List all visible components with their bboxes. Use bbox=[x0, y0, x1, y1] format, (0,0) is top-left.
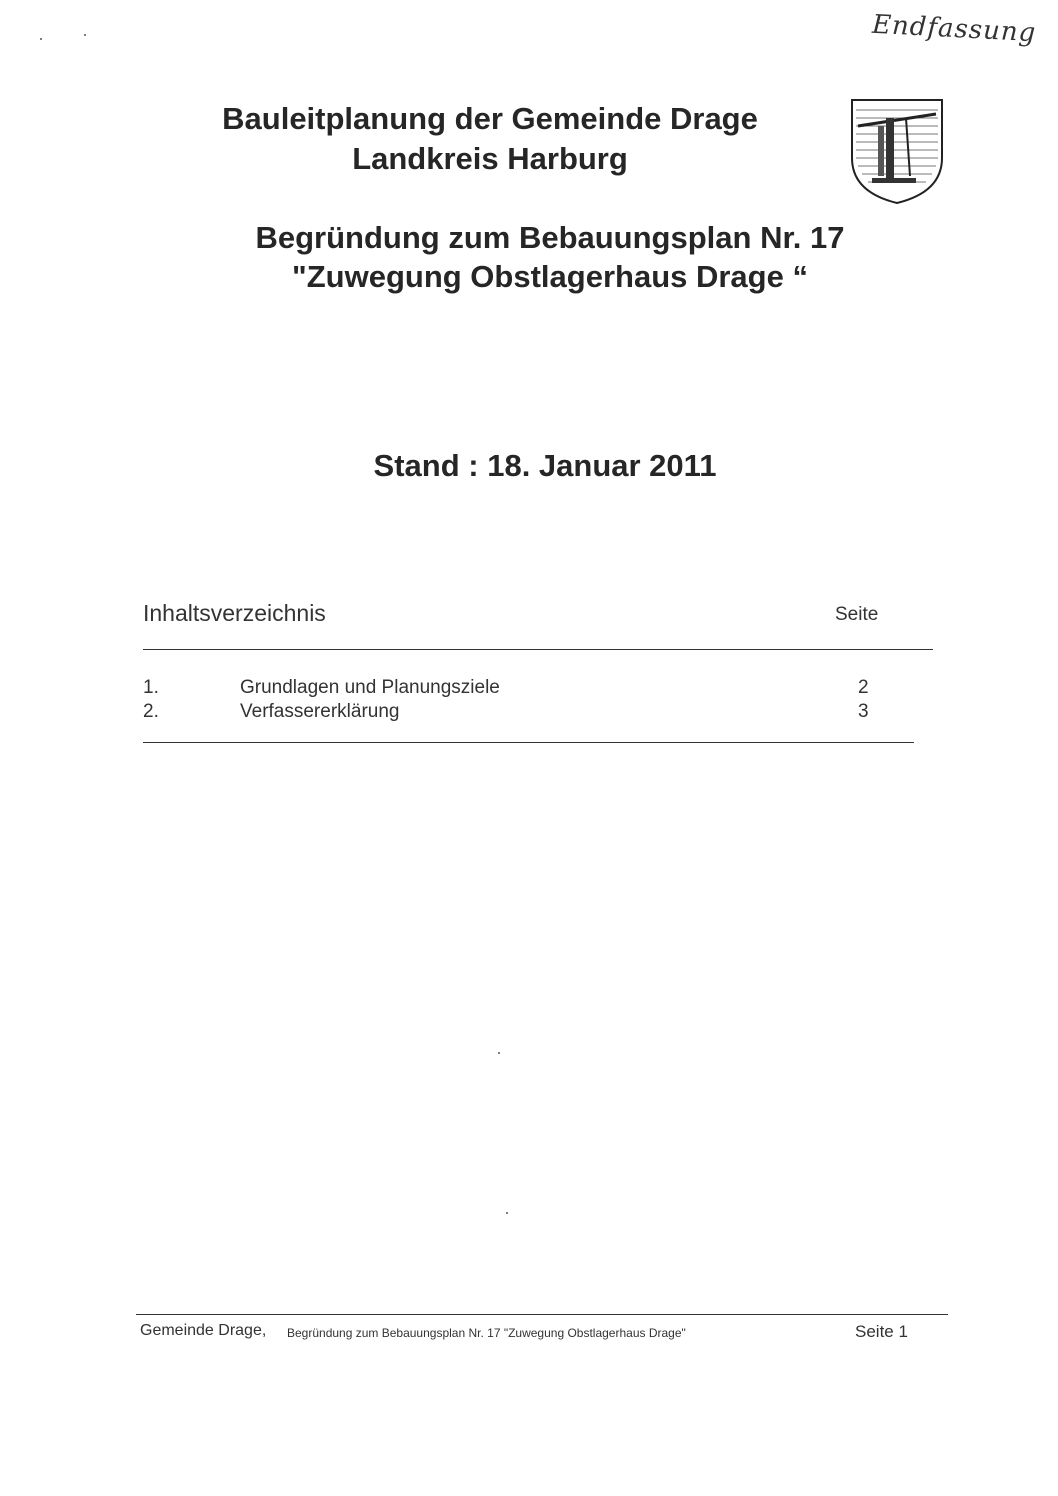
toc-page-header: Seite bbox=[835, 604, 879, 625]
toc-entry-label: Verfassererklärung bbox=[240, 701, 400, 722]
title-line-2: Landkreis Harburg bbox=[352, 141, 628, 176]
title-line-1: Bauleitplanung der Gemeinde Drage bbox=[222, 101, 758, 136]
coat-of-arms-icon bbox=[848, 96, 946, 206]
subject-line-2: "Zuwegung Obstlagerhaus Drage “ bbox=[292, 259, 808, 294]
footer-municipality: Gemeinde Drage, bbox=[140, 1322, 267, 1339]
toc-rule-bottom bbox=[143, 742, 914, 743]
scan-speck bbox=[498, 1052, 500, 1054]
toc-entry-page: 3 bbox=[858, 701, 869, 722]
toc-entry-label: Grundlagen und Planungsziele bbox=[240, 677, 500, 698]
scan-speck bbox=[506, 1212, 508, 1214]
toc-entry-page: 2 bbox=[858, 677, 869, 698]
footer-rule bbox=[136, 1314, 948, 1315]
handwritten-annotation: Endfassung bbox=[871, 9, 1037, 49]
stand-date: Stand : 18. Januar 2011 bbox=[373, 448, 717, 483]
footer-document-title: Begründung zum Bebauungsplan Nr. 17 "Zuwegung Obstlagerhaus Drage" bbox=[287, 1326, 686, 1340]
toc-rule-top bbox=[143, 649, 933, 650]
toc-title: Inhaltsverzeichnis bbox=[143, 600, 326, 626]
toc-entry-num: 1. bbox=[143, 677, 159, 698]
subject-line-1: Begründung zum Bebauungsplan Nr. 17 bbox=[255, 220, 845, 255]
toc-entry-num: 2. bbox=[143, 701, 159, 722]
scan-speck bbox=[40, 38, 42, 40]
scan-speck bbox=[84, 34, 86, 36]
footer-page-number: Seite 1 bbox=[855, 1322, 908, 1341]
